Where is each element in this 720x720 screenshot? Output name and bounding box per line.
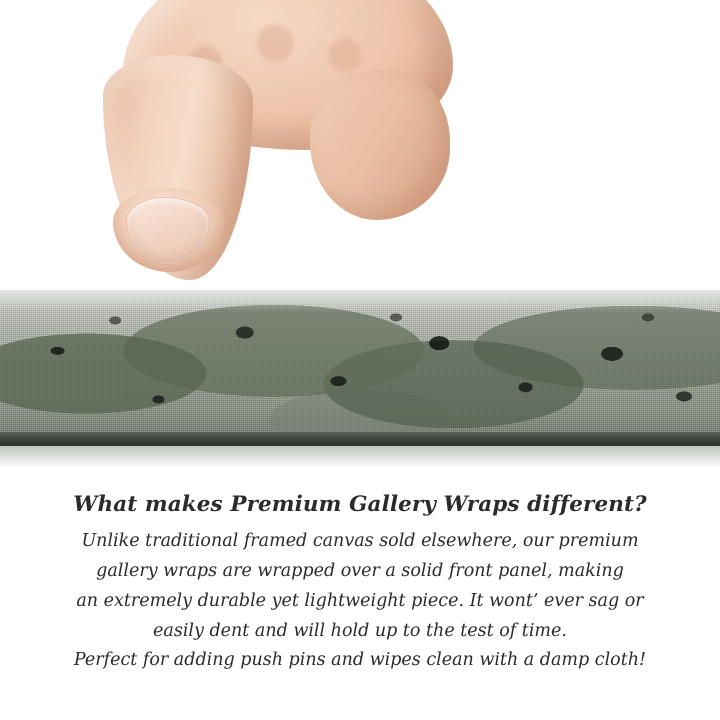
caption-block xyxy=(0,492,720,678)
canvas-bottom-edge xyxy=(0,432,720,446)
caption-line: Unlike traditional framed canvas sold elsewhere, our premium xyxy=(81,531,639,551)
caption-line: an extremely durable yet lightweight piece. It wont’ ever sag or xyxy=(76,590,644,611)
caption-heading: What makes Premium Gallery Wraps different? xyxy=(73,492,647,517)
caption-line: gallery wraps are wrapped over a solid front panel, making xyxy=(96,560,624,581)
canvas-wrap-edge-strip xyxy=(0,290,720,442)
canvas-drop-shadow xyxy=(0,446,720,468)
caption-line: easily dent and will hold up to the test of time. xyxy=(153,620,567,641)
hand-illustration xyxy=(95,0,455,300)
thumb xyxy=(310,70,450,220)
hand-photo-area xyxy=(0,0,720,300)
caption-line: Perfect for adding push pins and wipes clean with a damp cloth! xyxy=(73,650,647,671)
canvas-top-highlight xyxy=(0,290,720,312)
caption-body xyxy=(0,529,720,673)
